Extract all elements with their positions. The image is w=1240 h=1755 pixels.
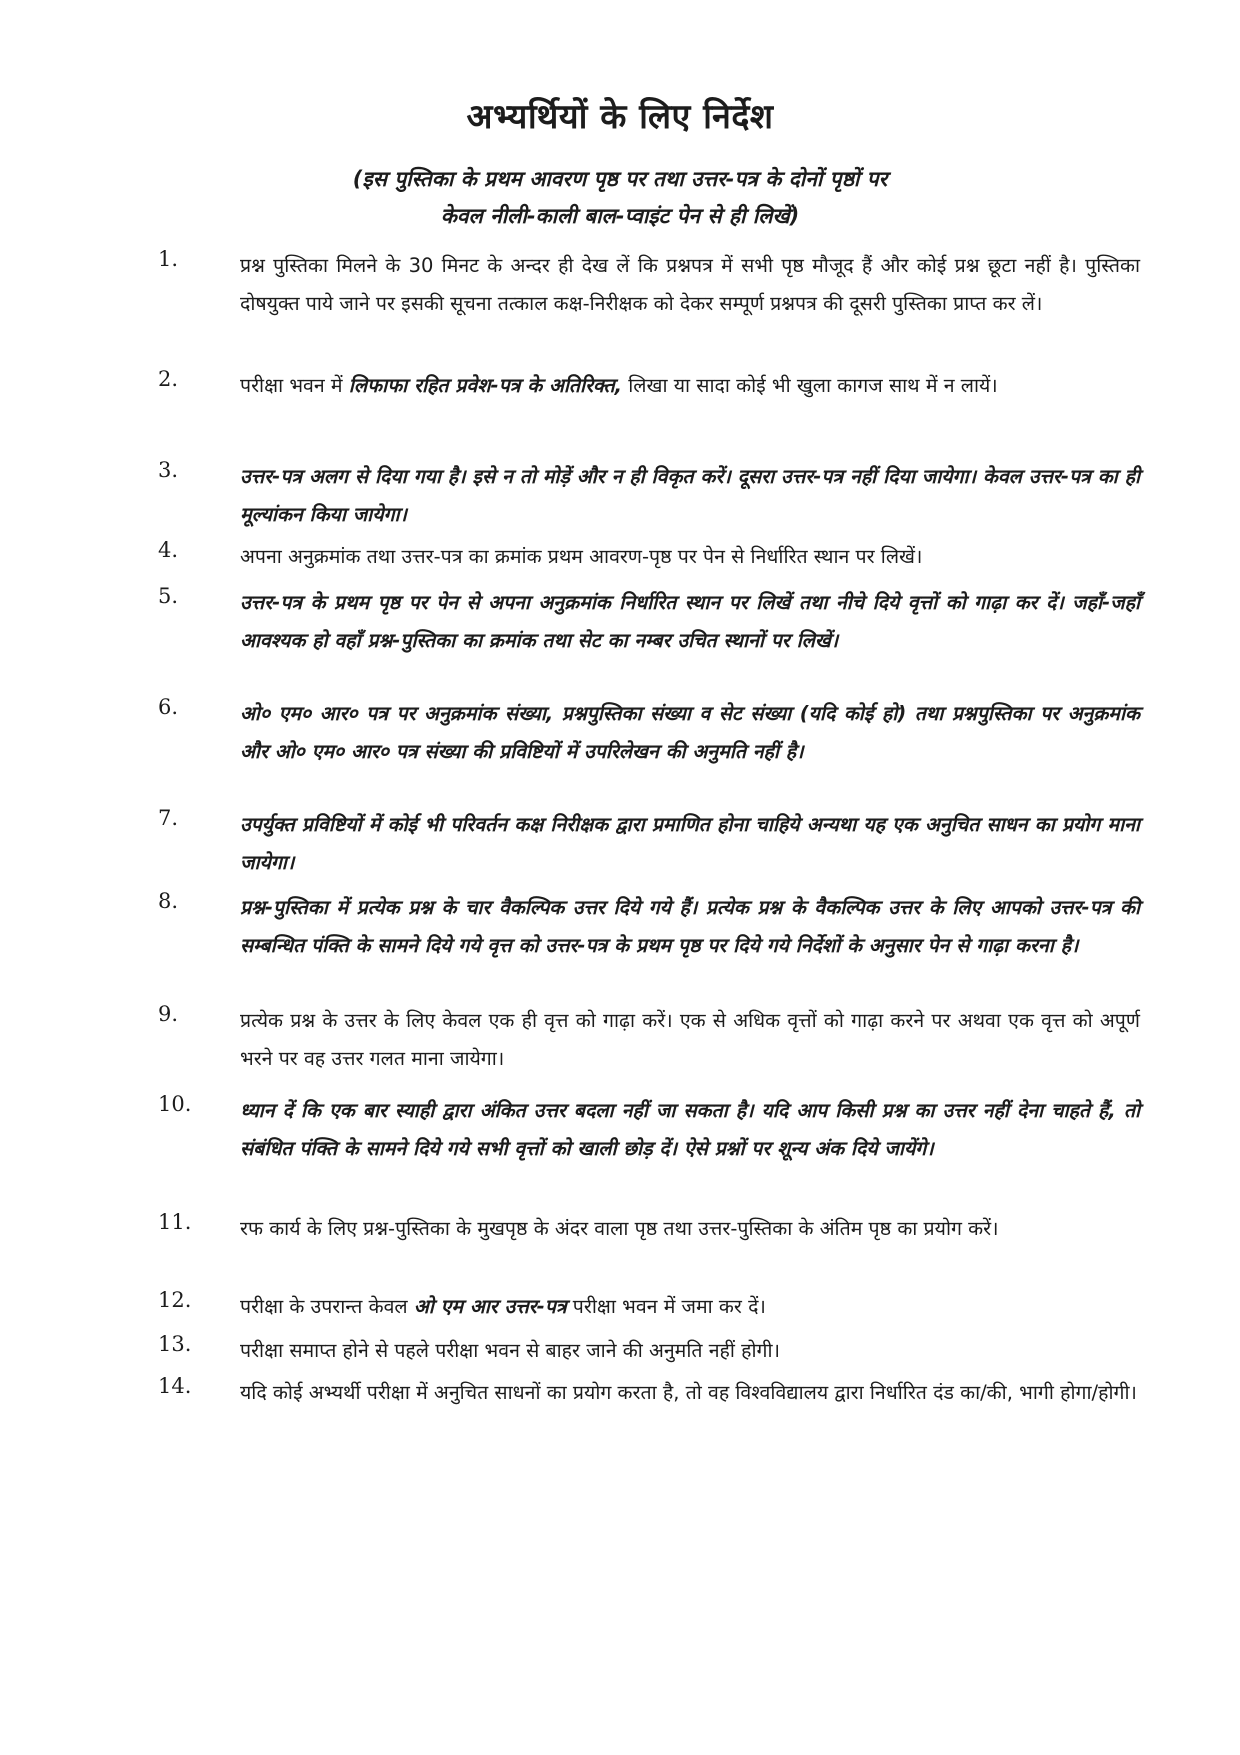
item-number: 4. (158, 538, 179, 562)
item-text-part: परीक्षा भवन में जमा कर दें। (566, 1295, 766, 1318)
item-text: प्रत्येक प्रश्न के उत्तर के लिए केवल एक ही वृत्त को गाढ़ा करें। एक से अधिक वृत्तों को गाढ़ा करने पर अथवा एक वृत्त को अपूर्ण भरने पर वह उत्तर गलत माना जायेगा। (240, 1009, 1140, 1070)
item-number: 5. (158, 584, 179, 608)
item-text: उत्तर-पत्र के प्रथम पृष्ठ पर पेन से अपना अनुक्रमांक निर्धारित स्थान पर लिखें तथा नीचे दिये वृत्तों को गाढ़ा कर दें। जहाँ-जहाँ आवश्यक हो वहाँ प्रश्न-पुस्तिका का क्रमांक तथा सेट का नम्बर उचित स्थानों पर लिखें। (240, 591, 1140, 652)
item-number: 10. (158, 1092, 192, 1116)
item-number: 14. (158, 1374, 192, 1398)
item-text: ओ० एम० आर० पत्र पर अनुक्रमांक संख्या, प्रश्नपुस्तिका संख्या व सेट संख्या (यदि कोई हो) तथा प्रश्नपुस्तिका पर अनुक्रमांक और ओ० एम० आर० पत्र संख्या की प्रविष्टियों में उपरिलेखन की अनुमति नहीं है। (240, 702, 1140, 763)
item-text: यदि कोई अभ्यर्थी परीक्षा में अनुचित साधनों का प्रयोग करता है, तो वह विश्वविद्यालय द्वारा निर्धारित दंड का/की, भागी होगा/होगी। (240, 1381, 1137, 1404)
item-number: 13. (158, 1332, 192, 1356)
subtitle-line-2: केवल नीली-काली बाल-प्वाइंट पेन से ही लिखें) (440, 204, 800, 228)
item-number: 3. (158, 458, 179, 482)
subtitle-line-1: (इस पुस्तिका के प्रथम आवरण पृष्ठ पर तथा उत्तर-पत्र के दोनों पृष्ठों पर (352, 167, 888, 191)
item-number: 9. (158, 1002, 179, 1026)
item-text: रफ कार्य के लिए प्रश्न-पुस्तिका के मुखपृष्ठ के अंदर वाला पृष्ठ तथा उत्तर-पुस्तिका के अंतिम पृष्ठ का प्रयोग करें। (240, 1217, 999, 1240)
item-text: प्रश्न पुस्तिका मिलने के 30 मिनट के अन्दर ही देख लें कि प्रश्नपत्र में सभी पृष्ठ मौजूद हैं और कोई प्रश्न छूटा नहीं है। पुस्तिका दोषयुक्त पाये जाने पर इसकी सूचना तत्काल कक्ष-निरीक्षक को देकर सम्पूर्ण प्रश्नपत्र की दूसरी पुस्तिका प्राप्त कर लें। (240, 254, 1140, 315)
item-text (240, 367, 1140, 405)
item-number: 8. (158, 889, 179, 913)
item-number: 1. (158, 247, 179, 271)
item-number: 2. (158, 367, 179, 391)
item-number: 11. (158, 1210, 192, 1234)
item-text-part: परीक्षा के उपरान्त केवल (240, 1295, 414, 1318)
item-text-emphasis: ओ एम आर उत्तर-पत्र (413, 1295, 567, 1318)
item-text-emphasis: लिफाफा रहित प्रवेश-पत्र के अतिरिक्त, (348, 374, 623, 397)
item-text: अपना अनुक्रमांक तथा उत्तर-पत्र का क्रमांक प्रथम आवरण-पृष्ठ पर पेन से निर्धारित स्थान पर लिखें। (240, 545, 923, 568)
item-text: उत्तर-पत्र अलग से दिया गया है। इसे न तो मोड़ें और न ही विकृत करें। दूसरा उत्तर-पत्र नहीं दिया जायेगा। केवल उत्तर-पत्र का ही मूल्यांकन किया जायेगा। (240, 465, 1140, 526)
item-text: प्रश्न-पुस्तिका में प्रत्येक प्रश्न के चार वैकल्पिक उत्तर दिये गये हैं। प्रत्येक प्रश्न के वैकल्पिक उत्तर के लिए आपको उत्तर-पत्र की सम्बन्धित पंक्ति के सामने दिये गये वृत्त को उत्तर-पत्र के प्रथम पृष्ठ पर दिये गये निर्देशों के अनुसार पेन से गाढ़ा करना है। (240, 896, 1140, 957)
item-text: ध्यान दें कि एक बार स्याही द्वारा अंकित उत्तर बदला नहीं जा सकता है। यदि आप किसी प्रश्न का उत्तर नहीं देना चाहते हैं, तो संबंधित पंक्ति के सामने दिये गये सभी वृत्तों को खाली छोड़ दें। ऐसे प्रश्नों पर शून्य अंक दिये जायेंगे। (240, 1099, 1140, 1160)
page-title: अभ्यर्थियों के लिए निर्देश (466, 97, 774, 137)
item-number: 6. (158, 695, 179, 719)
item-text: उपर्युक्त प्रविष्टियों में कोई भी परिवर्तन कक्ष निरीक्षक द्वारा प्रमाणित होना चाहिये अन्यथा यह एक अनुचित साधन का प्रयोग माना जायेगा। (240, 813, 1140, 874)
item-text-part: परीक्षा भवन में (240, 374, 349, 397)
item-text-part: लिखा या सादा कोई भी खुला कागज साथ में न लायें। (622, 374, 998, 397)
item-text: परीक्षा समाप्त होने से पहले परीक्षा भवन से बाहर जाने की अनुमति नहीं होगी। (240, 1339, 780, 1362)
item-number: 12. (158, 1288, 192, 1312)
item-number: 7. (158, 806, 179, 830)
item-text (240, 1288, 1140, 1326)
